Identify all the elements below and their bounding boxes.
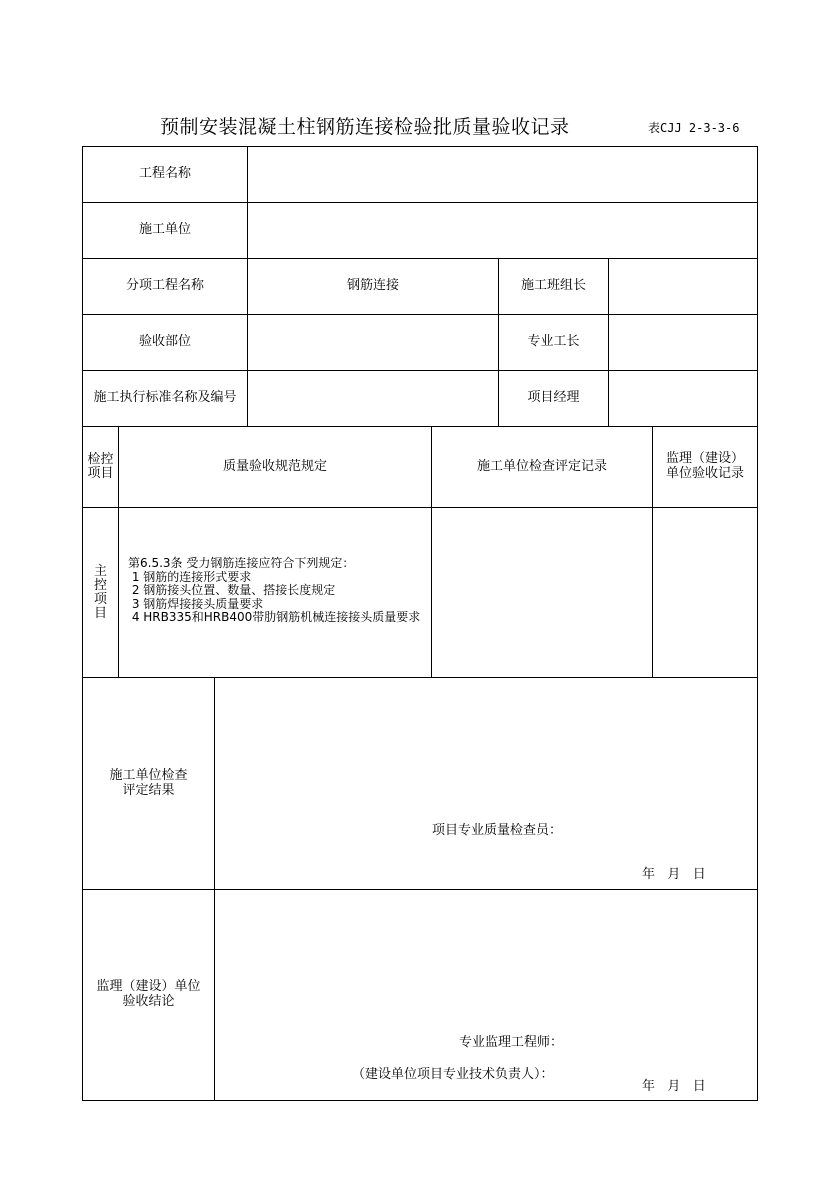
contractor-record-header: 施工单位检查评定记录 bbox=[431, 426, 653, 508]
main-items-contractor-field[interactable] bbox=[431, 507, 653, 678]
project-manager-label: 项目经理 bbox=[498, 370, 609, 427]
sub-project-field[interactable]: 钢筋连接 bbox=[247, 258, 499, 315]
acceptance-part-label: 验收部位 bbox=[82, 314, 248, 371]
main-items-text: 第6.5.3条 受力钢筋连接应符合下列规定： 1 钢筋的连接形式要求 2 钢筋接头位置、数量、搭接长度规定 3 钢筋焊接接头质量要求 4 HRB335和HRB400带肋钢筋机械连接接头质量要求 bbox=[128, 556, 421, 624]
contractor-result-date: 年 月 日 bbox=[642, 867, 706, 882]
supervisor-record-header: 监理（建设） 单位验收记录 bbox=[652, 426, 758, 508]
quality-inspector-signature: 项目专业质量检查员： bbox=[432, 823, 563, 838]
main-items-label: 主控项目 bbox=[82, 507, 119, 678]
supervising-engineer-signature: 专业监理工程师： bbox=[459, 1035, 564, 1050]
foreman-label: 专业工长 bbox=[498, 314, 609, 371]
acceptance-part-field[interactable] bbox=[247, 314, 499, 371]
standard-field[interactable] bbox=[247, 370, 499, 427]
project-name-field[interactable] bbox=[247, 146, 758, 203]
contractor-result-field[interactable] bbox=[214, 677, 758, 890]
sub-project-label: 分项工程名称 bbox=[82, 258, 248, 315]
owner-representative-signature: （建设单位项目专业技术负责人）： bbox=[352, 1067, 554, 1082]
contractor-field[interactable] bbox=[247, 202, 758, 259]
team-leader-label: 施工班组长 bbox=[498, 258, 609, 315]
foreman-field[interactable] bbox=[608, 314, 758, 371]
contractor-label: 施工单位 bbox=[82, 202, 248, 259]
standard-label: 施工执行标准名称及编号 bbox=[82, 370, 248, 427]
project-name-label: 工程名称 bbox=[82, 146, 248, 203]
check-item-header: 检控项目 bbox=[82, 426, 119, 508]
supervisor-result-label: 监理（建设）单位 验收结论 bbox=[82, 889, 215, 1101]
form-code: 表CJJ 2-3-3-6 bbox=[648, 121, 740, 135]
supervisor-result-date: 年 月 日 bbox=[642, 1079, 706, 1094]
contractor-result-label: 施工单位检查 评定结果 bbox=[82, 677, 215, 890]
spec-header: 质量验收规范规定 bbox=[118, 426, 432, 508]
main-items-supervisor-field[interactable] bbox=[652, 507, 758, 678]
team-leader-field[interactable] bbox=[608, 258, 758, 315]
project-manager-field[interactable] bbox=[608, 370, 758, 427]
page-title: 预制安装混凝土柱钢筋连接检验批质量验收记录 bbox=[160, 116, 570, 138]
